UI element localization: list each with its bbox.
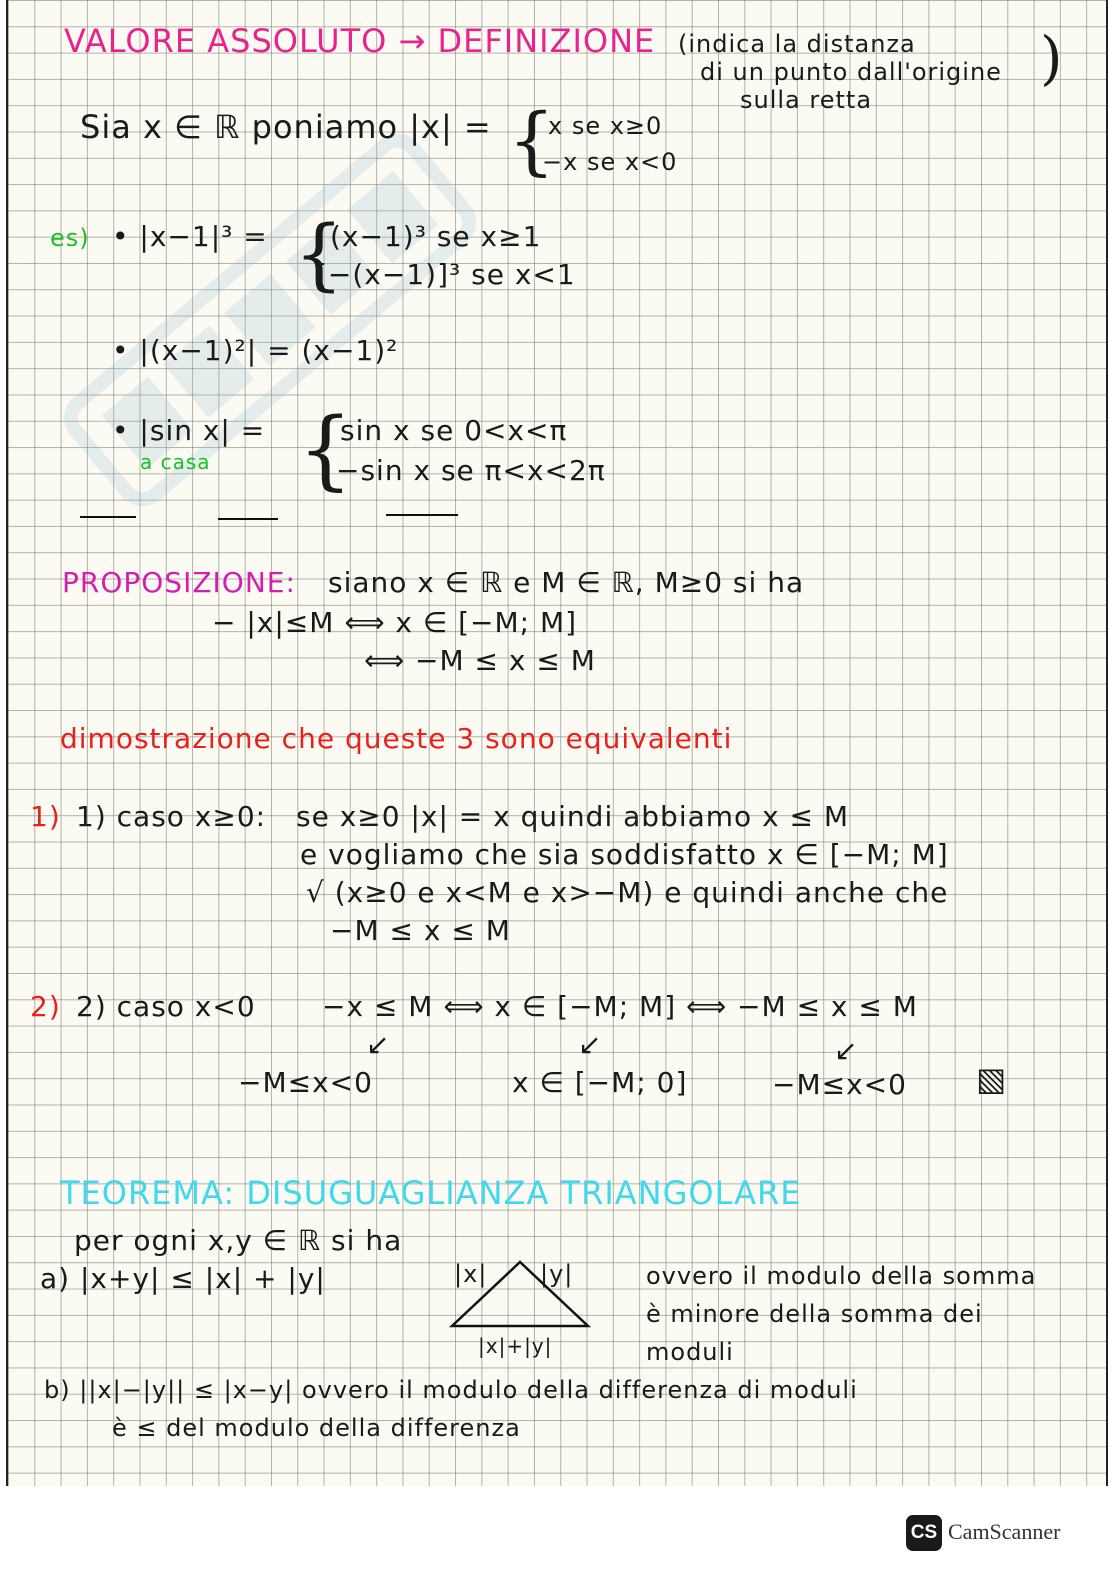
definition-intro: Sia x ∈ ℝ poniamo |x| = <box>80 108 492 146</box>
theorem-a-explanation-1: ovvero il modulo della somma <box>646 1262 1037 1290</box>
proof-case-2-line-1: −x ≤ M ⟺ x ∈ [−M; M] ⟺ −M ≤ x ≤ M <box>322 990 918 1023</box>
proof-case-1-label: 1) caso x≥0: <box>76 800 267 833</box>
example-2: • |(x−1)²| = (x−1)² <box>112 334 399 367</box>
proof-case-1-line-1: se x≥0 |x| = x quindi abbiamo x ≤ M <box>296 800 850 833</box>
section-title-valore-assoluto: VALORE ASSOLUTO → DEFINIZIONE <box>64 22 656 60</box>
triangle-label-bottom: |x|+|y| <box>478 1334 553 1358</box>
triangle-label-left: |x| <box>454 1260 488 1288</box>
proposition-label: PROPOSIZIONE: <box>62 566 296 599</box>
theorem-part-b-line-2: è ≤ del modulo della differenza <box>112 1414 521 1442</box>
theorem-title: TEOREMA: DISUGUAGLIANZA TRIANGOLARE <box>60 1174 802 1212</box>
examples-label: es) <box>50 224 90 252</box>
proof-case-1-number: 1) <box>30 800 61 833</box>
arrow-down-left-icon: ↙ <box>366 1028 391 1061</box>
proof-case-1-line-4: −M ≤ x ≤ M <box>330 914 511 947</box>
proof-case-2-result-1: −M≤x<0 <box>238 1066 373 1099</box>
proof-case-1-line-2: e vogliamo che sia soddisfatto x ∈ [−M; M] <box>300 838 949 871</box>
definition-case-1: x se x≥0 <box>548 112 663 140</box>
proposition-text: siano x ∈ ℝ e M ∈ ℝ, M≥0 si ha <box>328 566 805 599</box>
example-1-lhs: • |x−1|³ = <box>112 220 268 253</box>
title-note-close-paren: ) <box>1040 24 1063 92</box>
triangle-label-right: |y| <box>540 1260 574 1288</box>
definition-case-2: −x se x<0 <box>542 148 678 176</box>
example-3-brace: { <box>298 400 353 500</box>
title-note-line-1: (indica la distanza <box>678 30 916 58</box>
example-1-case-2: [−(x−1)]³ se x<1 <box>316 258 576 291</box>
theorem-a-explanation-2: è minore della somma dei <box>646 1300 983 1328</box>
example-1-brace: { <box>294 210 344 300</box>
example-3-case-2: −sin x se π<x<2π <box>336 454 606 487</box>
example-3-note: a casa <box>140 450 211 474</box>
proof-case-2-result-2: x ∈ [−M; 0] <box>512 1066 688 1099</box>
title-note-line-2: di un punto dall'origine <box>700 58 1002 86</box>
separator-dash <box>386 514 458 516</box>
proof-case-2-result-3: −M≤x<0 <box>772 1068 907 1101</box>
arrow-down-left-icon: ↙ <box>834 1034 859 1067</box>
separator-dash <box>80 516 136 518</box>
theorem-intro: per ogni x,y ∈ ℝ si ha <box>74 1224 403 1257</box>
arrow-down-left-icon: ↙ <box>578 1028 603 1061</box>
theorem-part-a: a) |x+y| ≤ |x| + |y| <box>40 1262 326 1295</box>
proof-case-1-line-3: √ (x≥0 e x<M e x>−M) e quindi anche che <box>306 876 949 909</box>
separator-dash <box>218 518 278 520</box>
example-3-case-1: sin x se 0<x<π <box>340 414 568 447</box>
example-1-case-1: (x−1)³ se x≥1 <box>330 220 542 253</box>
camscanner-logo: CS <box>906 1515 942 1551</box>
proposition-line-2: ⟺ −M ≤ x ≤ M <box>364 644 596 677</box>
proposition-line-1: − |x|≤M ⟺ x ∈ [−M; M] <box>212 606 578 639</box>
theorem-part-b-line-1: b) ||x|−|y|| ≤ |x−y| ovvero il modulo della differenza di moduli <box>44 1376 858 1404</box>
proof-title: dimostrazione che queste 3 sono equivalenti <box>60 722 733 755</box>
camscanner-brand: CamScanner <box>948 1519 1061 1544</box>
title-note-line-3: sulla retta <box>740 86 873 114</box>
proof-case-2-label: 2) caso x<0 <box>76 990 256 1023</box>
proof-case-2-number: 2) <box>30 990 61 1023</box>
example-3-lhs: • |sin x| = <box>112 414 266 447</box>
theorem-a-explanation-3: moduli <box>646 1338 734 1366</box>
qed-icon: ▧ <box>976 1060 1008 1098</box>
definition-brace: { <box>508 98 556 184</box>
